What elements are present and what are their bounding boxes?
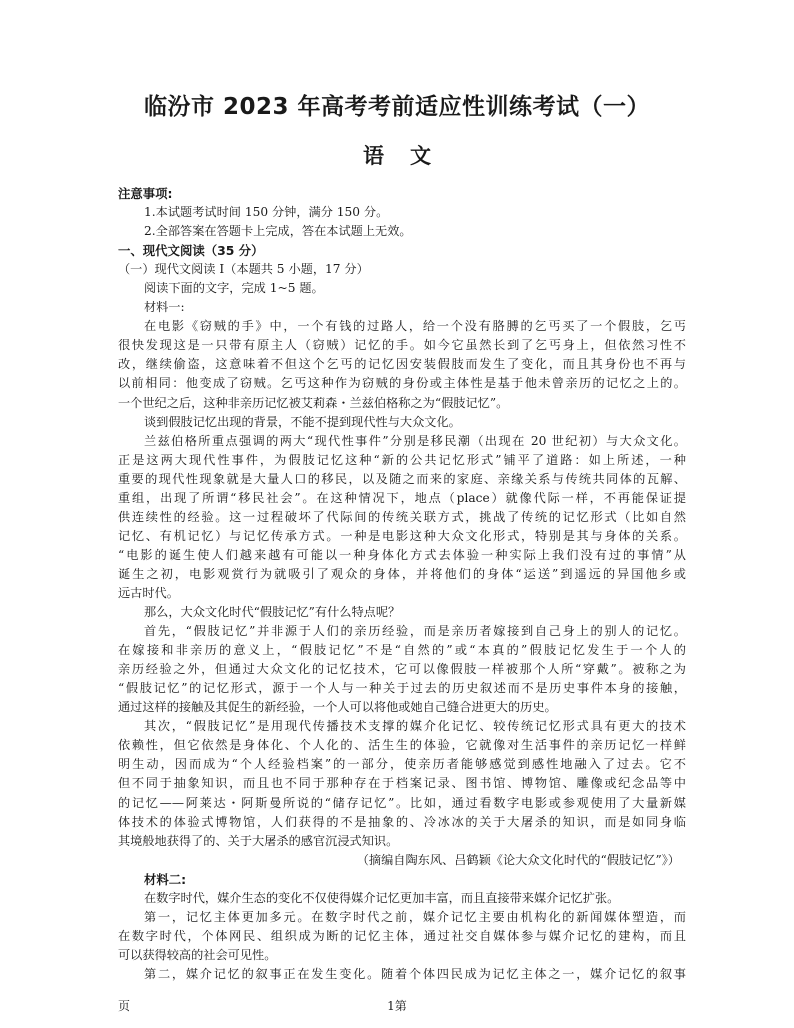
passage-line: 通过这样的接触及其促生的新经验，一个人可以将他或她自己缝合进更大的历史。 [118,700,557,715]
notes-item: 2.全部答案在答题卡上完成，答在本试题上无效。 [144,224,412,239]
passage-line: 依赖性，但它依然是身体化、个人化的、活生生的体验，它就像对生活事件的亲历记忆一样鲜 [118,738,686,753]
notes-item: 1.本试题考试时间 150 分钟，满分 150 分。 [144,205,389,220]
passage-line: 但不同于抽象知识，而且也不同于那种存在于档案记录、图书馆、博物馆、雕像或纪念品等中 [118,776,686,791]
passage-line: 那么，大众文化时代“假肢记忆”有什么特点呢？ [144,605,401,620]
passage-line: 可以获得较高的社会可见性。 [118,947,277,962]
passage-line: 在嫁接和非亲历的意义上，“假肢记忆”不是“自然的”或“本真的”假肢记忆发生于一个人的 [118,643,686,658]
footer-page-label: 页 [118,999,131,1013]
passage-line: 兰兹伯格所重点强调的两大“现代性事件”分别是移民潮（出现在 20 世纪初）与大众文化。 [144,433,686,448]
section-heading: 一、现代文阅读（35 分） [118,243,264,259]
passage-line: 一个世纪之后，这种非亲历记忆被艾莉森・兰兹伯格称之为“假肢记忆”。 [118,395,509,410]
passage-line: 谈到假肢记忆出现的背景，不能不提到现代性与大众文化。 [144,414,461,429]
passage-line: 记忆、有机记忆）与记忆传承方式。一种是电影这种大众文化形式，特别是其与身体的关系。 [118,528,686,543]
passage-line: 其境般地获得了的、关于大屠杀的感官沉浸式知识。 [118,833,399,848]
passage-line: 第一，记忆主体更加多元。在数字时代之前，媒介记忆主要由机构化的新闻媒体塑造，而 [144,909,686,924]
passage-line: 重组，出现了所谓“移民社会”。在这种情况下，地点（place）就像代际一样，不再能保证提 [118,490,686,505]
passage-line: 以前相同：他变成了窃贼。乞丐这种作为窃贼的身份或主体性是基于他未曾亲历的记忆之上的。 [118,376,686,391]
passage-line: 亲历经验之外，但通过大众文化的记忆技术，它可以像假肢一样被那个人所“穿戴”。被称之为 [118,662,686,677]
section-subheading: （一）现代文阅读 I（本题共 5 小题，17 分） [118,262,369,277]
passage-line: 在数字时代，个体网民、组织成为断的记忆主体，通过社交自媒体参与媒介记忆的建构，而且 [118,928,686,943]
passage-line: 在数字时代，媒介生态的变化不仅使得媒介记忆更加丰富，而且直接带来媒介记忆扩张。 [144,890,620,905]
passage-text [118,317,686,984]
passage-line: 其次，“假肢记忆”是用现代传播技术支撑的媒介化记忆、较传统记忆形式具有更大的技术 [144,719,686,734]
passage-line: 材料二: [144,871,187,887]
passage-line: 第二，媒介记忆的叙事正在发生变化。随着个体四民成为记忆主体之一，媒介记忆的叙事 [144,966,686,981]
passage-line: 远古时代。 [118,585,179,600]
subject-title: 语文 [363,144,457,168]
document-body [118,184,686,984]
passage-line: 在电影《窃贼的手》中，一个有钱的过路人，给一个没有胳膊的乞丐买了一个假肢，乞丐 [144,319,686,334]
passage-line: “电影的诞生使人们越来越有可能以一种身体化方式去体验一种实际上我们没有过的事情”从 [118,547,686,562]
passage-line: （摘编自陶东风、吕鹤颖《论大众文化时代的“假肢记忆”》） [356,852,680,867]
passage-line: 的记忆——阿莱达・阿斯曼所说的“储存记忆”。比如，通过看数字电影或参观使用了大量新媒 [118,795,686,810]
passage-line: 首先，“假肢记忆”并非源于人们的亲历经验，而是亲历者嫁接到自己身上的别人的记忆。 [144,624,686,639]
passage-line: “假肢记忆”的记忆形式，源于一个人与一种关于过去的历史叙述而不是历史事件本身的接触， [118,681,686,696]
footer-page-number: 1第 [387,999,407,1013]
passage-line: 诞生之初，电影观赏行为就吸引了观众的身体，并将他们的身体“运送”到遥远的异国他乡或 [118,566,686,581]
passage-line: 正是这两大现代性事件，为假肢记忆这种“新的公共记忆形式”铺平了道路：如上所述，一种 [118,452,686,467]
passage-line: 重要的现代性现象就是大量人口的移民，以及随之而来的家庭、亲缘关系与传统共同体的瓦解、 [118,471,686,486]
material-label: 材料一: [144,300,185,315]
passage-line: 明生动，因而成为“个人经验档案”的一部分，使亲历者能够感觉到感性地融入了过去。它不 [118,757,686,772]
notes-heading: 注意事项: [118,186,173,201]
reading-instruction: 阅读下面的文字，完成 1~5 题。 [144,281,324,296]
passage-line: 很快发现这是一只带有原主人（窃贼）记忆的手。如今它虽然长到了乞丐身上，但依然习性不 [118,338,686,353]
passage-line: 改，继续偷盗，这意味着不但这个乞丐的记忆因安装假肢而发生了变化，而且其身份也不再与 [118,357,686,372]
passage-line: 体技术的体验式博物馆，人们获得的不是抽象的、冷冰冰的关于大屠杀的知识，而是如同身临 [118,814,686,829]
passage-line: 供连续性的经验。这一过程破坏了代际间的传统关联方式，挑战了传统的记忆形式（比如自然 [118,509,686,524]
exam-title: 临汾市 2023 年高考考前适应性训练考试（一） [143,94,651,120]
